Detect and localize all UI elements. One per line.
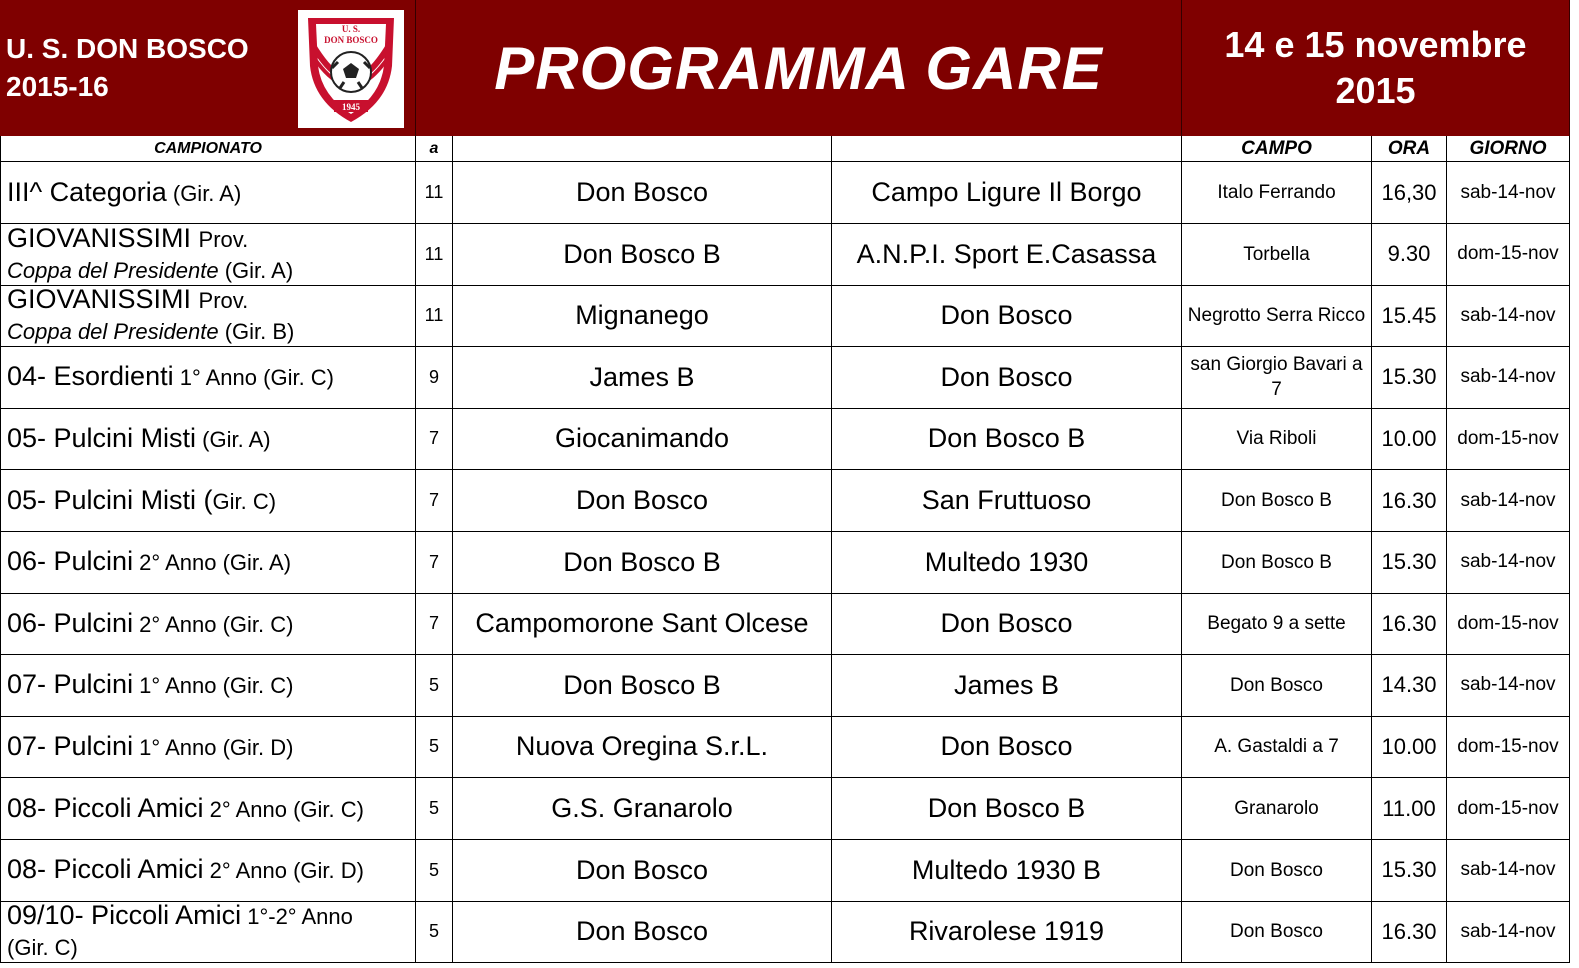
cell-away-team: Campo Ligure Il Borgo [832, 162, 1182, 224]
cell-round: 11 [416, 285, 453, 347]
page-title: PROGRAMMA GARE [494, 34, 1103, 102]
championship-sub: 2° Anno (Gir. A) [133, 550, 292, 576]
date-line2: 2015 [1335, 70, 1416, 111]
championship-name [7, 361, 334, 393]
championship-main: 05- Pulcini Misti ( [7, 484, 213, 515]
cell-home-team: James B [453, 347, 832, 409]
cell-campo: Don Bosco [1182, 655, 1372, 717]
table-row [0, 408, 1570, 470]
championship-line2: Coppa del Presidente [7, 319, 219, 345]
table-row [0, 470, 1570, 532]
table-row [0, 347, 1570, 409]
cell-campo: san Giorgio Bavari a 7 [1182, 347, 1372, 409]
cell-home-team: G.S. Granarolo [453, 778, 832, 840]
cell-ora: 11.00 [1372, 778, 1447, 840]
cell-ora: 9.30 [1372, 224, 1447, 286]
cell-giorno: sab-14-nov [1447, 901, 1570, 963]
col-header-ora: ORA [1372, 136, 1447, 162]
col-header-campionato: CAMPIONATO [0, 136, 416, 162]
cell-giorno: dom-15-nov [1447, 408, 1570, 470]
championship-name [7, 546, 291, 578]
table-row [0, 224, 1570, 286]
cell-campo: Don Bosco [1182, 840, 1372, 902]
championship-name [7, 854, 364, 886]
cell-campionato [0, 778, 416, 840]
cell-home-team: Don Bosco B [453, 532, 832, 594]
cell-away-team: Don Bosco [832, 285, 1182, 347]
championship-main: 07- Pulcini [7, 669, 134, 700]
cell-round: 5 [416, 840, 453, 902]
cell-home-team: Giocanimando [453, 408, 832, 470]
championship-sub: Prov. [198, 288, 249, 314]
championship-sub: 1° Anno (Gir. C) [133, 673, 294, 699]
shield-logo-icon [298, 10, 404, 128]
cell-round: 9 [416, 347, 453, 409]
cell-giorno: sab-14-nov [1447, 347, 1570, 409]
svg-text:DON BOSCO: DON BOSCO [324, 35, 378, 45]
championship-main: GIOVANISSIMI [7, 285, 199, 315]
cell-campo: Negrotto Serra Ricco [1182, 285, 1372, 347]
cell-away-team: Don Bosco [832, 593, 1182, 655]
championship-name [7, 423, 271, 455]
championship-sub: (Gir. A) [166, 180, 242, 206]
table-row [0, 593, 1570, 655]
cell-giorno: dom-15-nov [1447, 778, 1570, 840]
cell-campionato [0, 347, 416, 409]
cell-away-team: Don Bosco B [832, 408, 1182, 470]
cell-home-team: Don Bosco [453, 162, 832, 224]
championship-sub: 1° Anno (Gir. D) [133, 734, 294, 760]
cell-ora: 10.00 [1372, 716, 1447, 778]
cell-campionato [0, 224, 416, 286]
cell-round: 5 [416, 778, 453, 840]
cell-ora: 15.45 [1372, 285, 1447, 347]
championship-name [7, 285, 294, 347]
col-header-away [832, 136, 1182, 162]
table-row [0, 532, 1570, 594]
cell-campo: Via Riboli [1182, 408, 1372, 470]
championship-main: 09/10- Piccoli Amici [7, 901, 242, 931]
cell-campionato [0, 901, 416, 963]
cell-giorno: sab-14-nov [1447, 285, 1570, 347]
cell-away-team: Don Bosco B [832, 778, 1182, 840]
cell-round: 7 [416, 408, 453, 470]
championship-main: 06- Pulcini [7, 607, 134, 638]
col-header-home [453, 136, 832, 162]
championship-name [7, 731, 293, 763]
cell-giorno: dom-15-nov [1447, 716, 1570, 778]
cell-away-team: Don Bosco [832, 716, 1182, 778]
table-row [0, 655, 1570, 717]
championship-name [7, 901, 353, 963]
championship-group: (Gir. A) [218, 257, 294, 283]
table-row [0, 716, 1570, 778]
club-header [0, 0, 416, 136]
cell-ora: 16.30 [1372, 470, 1447, 532]
cell-away-team: Multedo 1930 [832, 532, 1182, 594]
championship-main: 04- Esordienti [7, 361, 174, 392]
club-name-line1: U. S. DON BOSCO [6, 33, 249, 64]
cell-ora: 15.30 [1372, 532, 1447, 594]
cell-giorno: sab-14-nov [1447, 840, 1570, 902]
championship-sub: 2° Anno (Gir. D) [203, 858, 364, 884]
col-header-campo: CAMPO [1182, 136, 1372, 162]
cell-campionato [0, 655, 416, 717]
championship-main: 05- Pulcini Misti [7, 422, 197, 453]
championship-group: (Gir. B) [218, 319, 295, 345]
cell-ora: 10.00 [1372, 408, 1447, 470]
cell-round: 7 [416, 470, 453, 532]
cell-round: 11 [416, 162, 453, 224]
cell-giorno: sab-14-nov [1447, 655, 1570, 717]
cell-campo: Begato 9 a sette [1182, 593, 1372, 655]
cell-round: 5 [416, 716, 453, 778]
cell-round: 7 [416, 532, 453, 594]
cell-campionato [0, 716, 416, 778]
cell-away-team: Don Bosco [832, 347, 1182, 409]
col-header-giorno: GIORNO [1447, 136, 1570, 162]
cell-campo: Torbella [1182, 224, 1372, 286]
championship-name [7, 608, 293, 640]
cell-away-team: A.N.P.I. Sport E.Casassa [832, 224, 1182, 286]
cell-ora: 16.30 [1372, 901, 1447, 963]
championship-name [7, 669, 293, 701]
svg-text:U. S.: U. S. [341, 24, 361, 34]
svg-text:1945: 1945 [342, 102, 360, 112]
date-header [1182, 0, 1570, 136]
cell-campionato [0, 593, 416, 655]
cell-home-team: Don Bosco [453, 840, 832, 902]
cell-giorno: sab-14-nov [1447, 470, 1570, 532]
cell-giorno: sab-14-nov [1447, 532, 1570, 594]
championship-sub: 1°-2° Anno [241, 904, 353, 930]
cell-giorno: dom-15-nov [1447, 593, 1570, 655]
cell-campo: Granarolo [1182, 778, 1372, 840]
table-row [0, 778, 1570, 840]
cell-campo: Don Bosco [1182, 901, 1372, 963]
cell-home-team: Campomorone Sant Olcese [453, 593, 832, 655]
cell-campionato [0, 162, 416, 224]
table-row [0, 162, 1570, 224]
club-name [6, 30, 249, 106]
col-header-round: a [416, 136, 453, 162]
championship-name [7, 177, 241, 209]
championship-name [7, 224, 293, 286]
season-label: 2015-16 [6, 71, 109, 102]
cell-ora: 14.30 [1372, 655, 1447, 717]
cell-away-team: Multedo 1930 B [832, 840, 1182, 902]
championship-sub: (Gir. A) [196, 426, 271, 452]
cell-campionato [0, 285, 416, 347]
cell-home-team: Mignanego [453, 285, 832, 347]
championship-main: 06- Pulcini [7, 546, 134, 577]
cell-campo: Don Bosco B [1182, 532, 1372, 594]
cell-ora: 16,30 [1372, 162, 1447, 224]
cell-campo: Don Bosco B [1182, 470, 1372, 532]
table-row [0, 901, 1570, 963]
cell-giorno: dom-15-nov [1447, 224, 1570, 286]
cell-giorno: sab-14-nov [1447, 162, 1570, 224]
championship-name [7, 485, 276, 517]
championship-sub: 2° Anno (Gir. C) [133, 611, 294, 637]
championship-sub: Gir. C) [212, 488, 277, 514]
cell-campo: Italo Ferrando [1182, 162, 1372, 224]
cell-home-team: Don Bosco B [453, 224, 832, 286]
championship-main: III^ Categoria [7, 176, 167, 207]
cell-home-team: Don Bosco [453, 901, 832, 963]
championship-main: 07- Pulcini [7, 730, 134, 761]
cell-ora: 15.30 [1372, 347, 1447, 409]
cell-campionato [0, 470, 416, 532]
championship-main: GIOVANISSIMI [7, 223, 199, 253]
championship-sub: 1° Anno (Gir. C) [173, 365, 335, 391]
cell-round: 7 [416, 593, 453, 655]
championship-main: 08- Piccoli Amici [7, 854, 204, 885]
cell-campionato [0, 532, 416, 594]
date-line1: 14 e 15 novembre [1224, 24, 1527, 65]
table-row [0, 840, 1570, 902]
championship-sub: 2° Anno (Gir. C) [203, 796, 364, 822]
cell-away-team: San Fruttuoso [832, 470, 1182, 532]
cell-away-team: James B [832, 655, 1182, 717]
cell-campionato [0, 408, 416, 470]
championship-main: 08- Piccoli Amici [7, 792, 204, 823]
championship-line2: Coppa del Presidente [7, 257, 219, 283]
cell-away-team: Rivarolese 1919 [832, 901, 1182, 963]
cell-round: 5 [416, 655, 453, 717]
cell-campo: A. Gastaldi a 7 [1182, 716, 1372, 778]
title-header [416, 0, 1182, 136]
cell-home-team: Don Bosco B [453, 655, 832, 717]
table-row [0, 285, 1570, 347]
championship-line2: (Gir. C) [7, 935, 78, 961]
championship-name [7, 793, 364, 825]
championship-sub: Prov. [198, 226, 249, 252]
cell-ora: 16.30 [1372, 593, 1447, 655]
cell-campionato [0, 840, 416, 902]
cell-round: 11 [416, 224, 453, 286]
cell-home-team: Nuova Oregina S.r.L. [453, 716, 832, 778]
cell-ora: 15.30 [1372, 840, 1447, 902]
club-logo [298, 10, 404, 128]
cell-round: 5 [416, 901, 453, 963]
cell-home-team: Don Bosco [453, 470, 832, 532]
